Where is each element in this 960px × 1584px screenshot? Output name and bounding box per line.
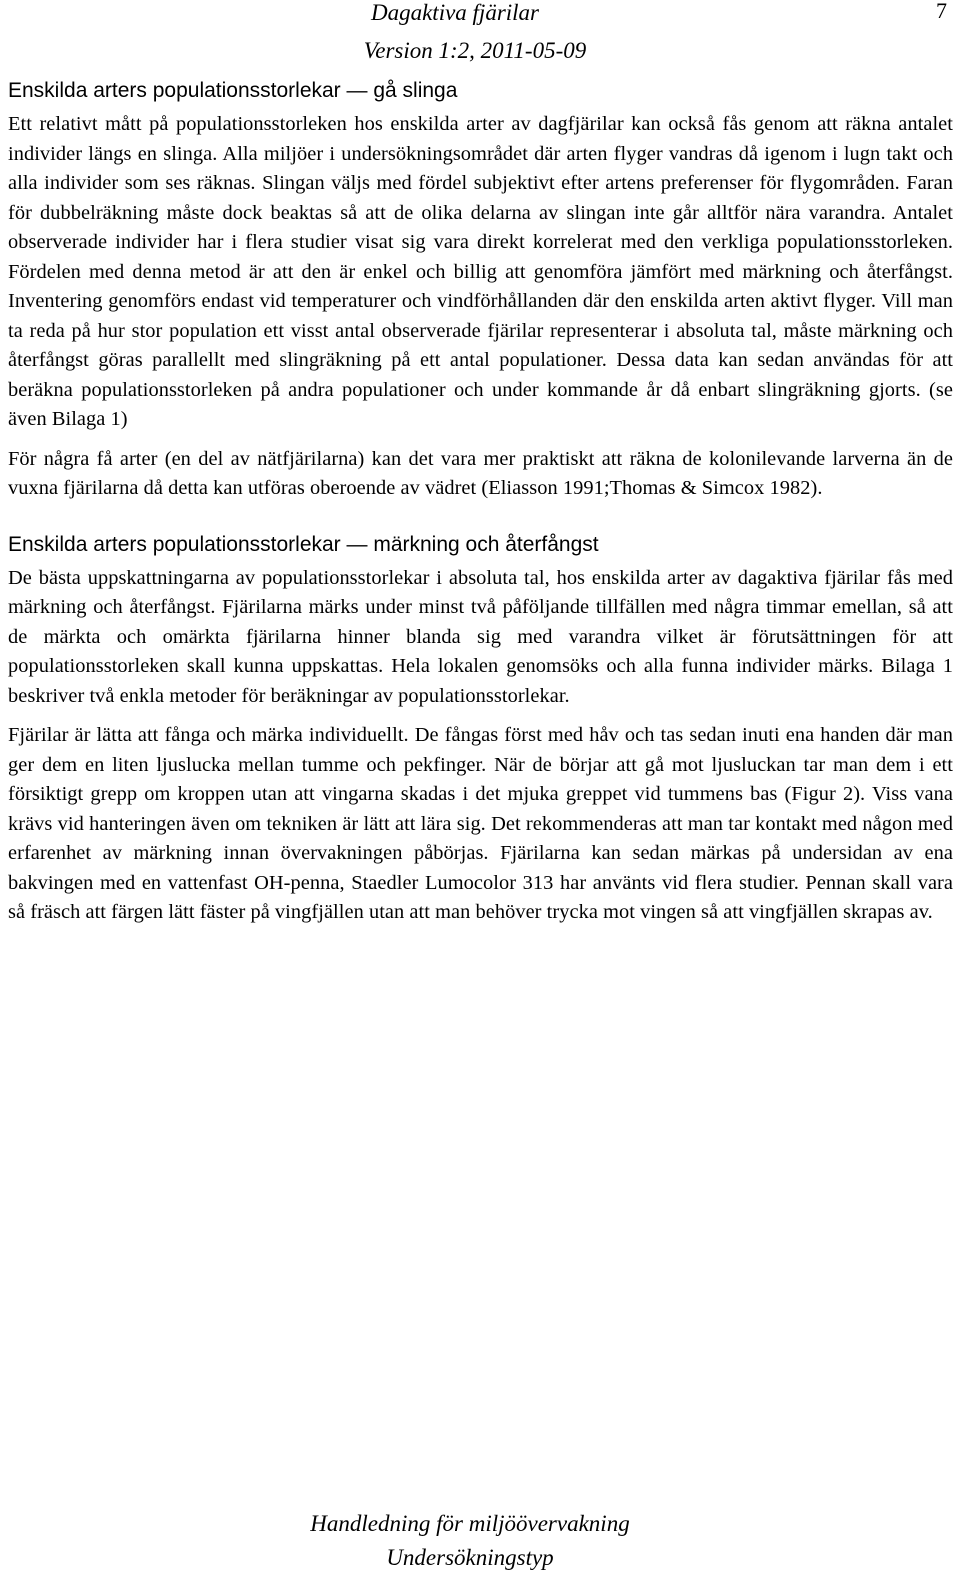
paragraph-slinga-method: Ett relativt mått på populationsstorleken hos enskilda arter av dagfjärilar kan också fås genom att räkna antalet individer längs en slinga. Alla miljöer i undersökningsområdet där arten flyger vandras då igenom i lugn takt och alla individer som ses räknas. Slingan väljs med fördel subjektivt efter artens preferenser för flygområden. Faran för dubbelräkning måste dock beaktas så att de olika delarna av slingan inte går alltför nära varandra. Antalet observerade individer har i flera studier visat sig vara direkt korrelerat med den verkliga populationsstorleken. Fördelen med denna metod är att den är enkel och billig att genomföra jämfört med märkning och återfångst. Inventering genomförs endast vid temperaturer och vindförhållanden där den enskilda arten aktivt flyger. Vill man ta reda på hur stor population ett visst antal observerade fjärilar representerar i absoluta tal, måste märkning och återfångst göras parallellt med slingräkning på ett antal populationer. Dessa data kan sedan användas för att beräkna populationsstorleken på andra populationer och under kommande år då enbart slingräkning gjorts. (se även Bilaga 1) [8, 113, 953, 430]
header-version: Version 1:2, 2011-05-09 [363, 38, 587, 63]
footer-title: Handledning för miljöövervakning [310, 1511, 630, 1536]
footer-subtitle: Undersökningstyp [386, 1545, 554, 1570]
paragraph-marking-technique: Fjärilar är lätta att fånga och märka individuellt. De fångas först med håv och tas sedan inuti ena handen där man ger dem en liten ljuslucka mellan tumme och pekfinger. När de börjar att gå mot ljusluckan tar man dem i ett försiktigt grepp om kroppen utan att vingarna skadas i det mjuka greppet vid tummens bas (Figur 2). Viss vana krävs vid hanteringen även om tekniken är lätt att lära sig. Det rekommenderas att man tar kontakt med någon med erfarenhet av märkning innan övervakningen påbörjas. Fjärilarna kan sedan märkas på undersidan av ena bakvingen med en vattenfast OH-penna, Staedler Lumocolor 313 har använts vid flera studier. Pennan skall vara så fräsch att färgen lätt fäster på vingfjällen utan att man behöver trycka mot vingen så att vingfjällen skrapas av. [8, 724, 953, 923]
header-title: Dagaktiva fjärilar [370, 0, 540, 25]
paragraph-larvae-count: För några få arter (en del av nätfjärilarna) kan det vara mer praktiskt att räkna de kolonilevande larverna än de vuxna fjärilarna då detta kan utföras oberoende av vädret (Eliasson 1991;Thomas & Simcox 1982). [8, 447, 953, 499]
page-number: 7 [936, 0, 947, 23]
document-body [8, 76, 953, 938]
paragraph-marking-intro: De bästa uppskattningarna av populationsstorlekar i absoluta tal, hos enskilda arter av dagaktiva fjärilar fås med märkning och återfångst. Fjärilarna märks under minst två påföljande tillfällen med några timmar emellan, så att de märkta och omärkta fjärilarna hinner blanda sig med varandra vilket är förutsättningen för att populationsstorleken skall kunna uppskattas. Hela lokalen genomsöks och alla funna individer märks. Bilaga 1 beskriver två enkla metoder för beräkningar av populationsstorlekar. [8, 566, 953, 707]
section-heading-ga-slinga: Enskilda arters populationsstorlekar — gå slinga [8, 79, 458, 102]
section-heading-marking-recapture: Enskilda arters populationsstorlekar — märkning och återfångst [8, 532, 599, 556]
